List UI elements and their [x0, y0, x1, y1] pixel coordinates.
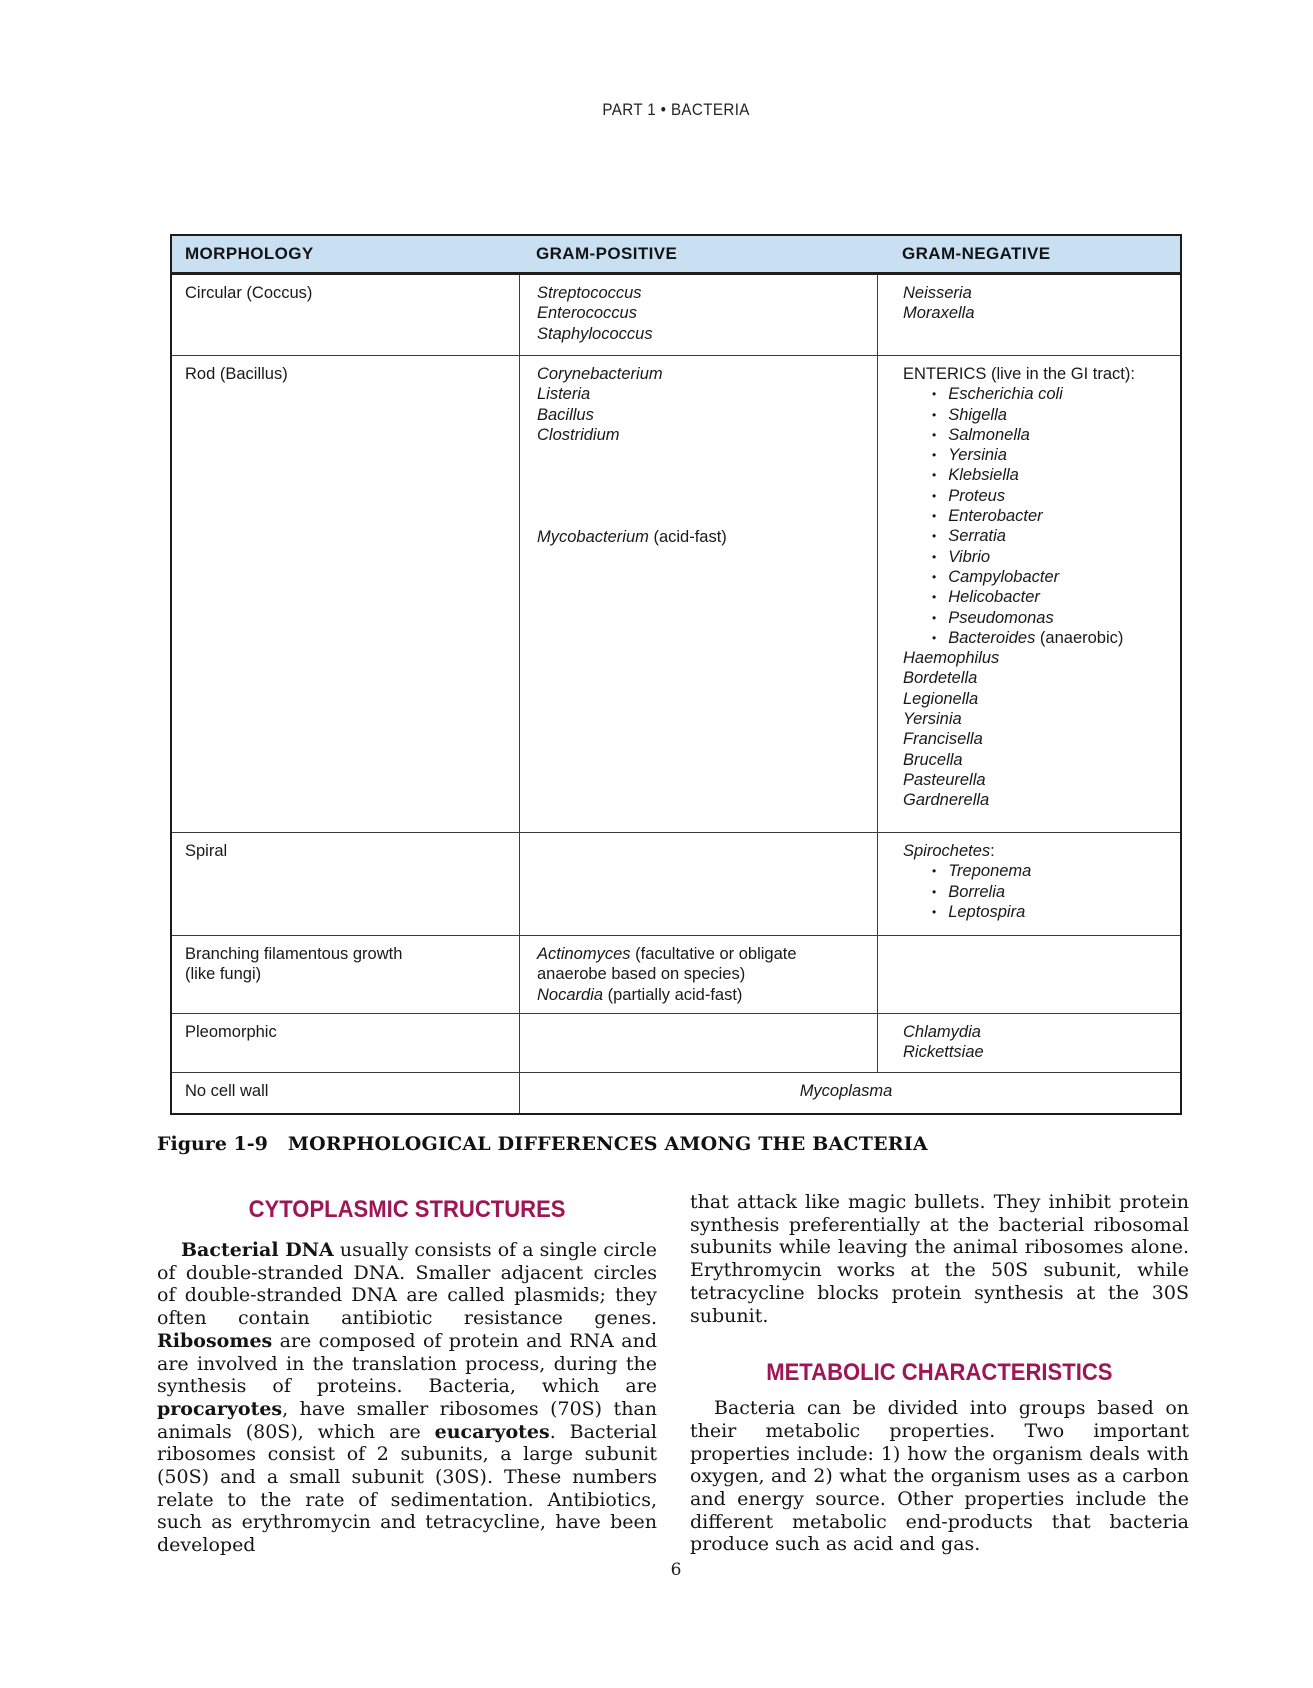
table-cell-line — [903, 729, 1172, 749]
table-cell-line — [903, 425, 1172, 445]
table-header-row — [172, 236, 1180, 275]
table-row — [172, 832, 1180, 935]
table-cell-line — [185, 841, 511, 861]
line-text — [537, 284, 642, 302]
table-cell-line — [903, 608, 1172, 628]
line-text — [948, 445, 1007, 465]
line-text — [537, 325, 653, 343]
line-text — [948, 608, 1054, 628]
genus-name: Spirochetes — [903, 842, 991, 860]
genus-name: Serratia — [948, 527, 1006, 546]
left-column-paragraphs — [157, 1239, 657, 1557]
text-segment: No cell wall — [185, 1082, 269, 1100]
line-text — [185, 365, 288, 383]
line-text — [903, 710, 962, 728]
line-text — [948, 902, 1025, 922]
figure-caption — [157, 1133, 1187, 1155]
line-text — [537, 304, 637, 322]
table-cell-line — [903, 465, 1172, 485]
text-segment: (acid-fast) — [648, 528, 727, 547]
table-cell-line — [903, 902, 1172, 922]
table-cell — [877, 356, 1180, 832]
bullet-icon: • — [932, 610, 937, 625]
text-segment: . Bacterial ribosomes consist of 2 subunits, a large subunit (50S) and a small subunit (30S). These numbers relate to the rate of sedimentation. Antibiotics, such as erythromycin and tetracycline, have been developed — [157, 1420, 658, 1557]
table-cell — [519, 936, 877, 1013]
bullet-icon: • — [932, 529, 937, 544]
running-header-text: PART 1 • BACTERIA — [602, 101, 750, 119]
table-cell-line — [903, 1042, 1172, 1062]
genus-name: Neisseria — [903, 284, 972, 302]
line-text — [185, 1023, 277, 1041]
table-cell — [172, 1014, 519, 1072]
table-cell-line — [537, 985, 869, 1005]
genus-name: Gardnerella — [903, 791, 990, 810]
genus-name: Treponema — [948, 862, 1032, 881]
line-text — [537, 945, 797, 963]
genus-name: Brucella — [903, 750, 963, 769]
line-text — [903, 791, 989, 809]
line-text — [185, 284, 312, 302]
bullet-icon: • — [932, 630, 937, 645]
line-text — [948, 425, 1030, 445]
table-cell-line — [185, 283, 511, 303]
text-segment: Branching filamentous growth — [185, 945, 403, 963]
table-cell-line — [903, 526, 1172, 546]
bullet-icon: • — [932, 549, 937, 564]
text-segment: (partially acid-fast) — [603, 985, 743, 1004]
column-header-gram-negative: GRAM-NEGATIVE — [902, 244, 1051, 263]
genus-name: Proteus — [948, 486, 1006, 505]
genus-name: Leptospira — [948, 902, 1026, 921]
genus-name: Rickettsiae — [903, 1043, 984, 1062]
genus-name: Yersinia — [903, 710, 962, 729]
genus-name: Helicobacter — [948, 588, 1040, 607]
line-text — [537, 385, 590, 403]
table-cell-line — [903, 790, 1172, 810]
line-text — [948, 506, 1042, 526]
body-paragraph — [690, 1397, 1189, 1556]
figure-title: MORPHOLOGICAL DIFFERENCES AMONG THE BACTERIA — [287, 1133, 928, 1155]
bullet-icon: • — [932, 468, 937, 483]
genus-name: Enterococcus — [537, 304, 637, 323]
table-row — [172, 355, 1180, 832]
table-cell-line — [903, 668, 1172, 688]
genus-name: Salmonella — [948, 425, 1030, 444]
bullet-icon: • — [932, 884, 937, 899]
line-text — [903, 284, 972, 302]
genus-name: Nocardia — [537, 985, 604, 1004]
line-text — [948, 628, 1123, 648]
section-heading-metabolic-characteristics: METABOLIC CHARACTERISTICS — [766, 1359, 1113, 1387]
left-text-column — [157, 1196, 657, 1557]
genus-name: Campylobacter — [948, 567, 1060, 586]
genus-name: Bacillus — [537, 405, 594, 424]
right-column-paragraphs-top — [690, 1191, 1189, 1327]
table-cell-line — [903, 364, 1172, 384]
line-text — [903, 690, 978, 708]
genus-name: Staphylococcus — [537, 324, 653, 343]
table-cell-line — [903, 861, 1172, 881]
table-cell — [877, 1014, 1180, 1072]
table-cell-line — [537, 944, 869, 964]
text-segment: Bacteria can be divided into groups based on their metabolic properties. Two important properties include: 1) how the organism deals with oxygen, and 2) what the organism uses as a carbon and energy source. Other properties include the different metabolic end-products that bacteria produce such as acid and gas. — [690, 1397, 1189, 1556]
table-cell — [519, 833, 877, 935]
table-cell — [172, 833, 519, 935]
line-text — [948, 882, 1005, 902]
bullet-icon: • — [932, 904, 937, 919]
genus-name: Clostridium — [537, 425, 620, 444]
line-text — [903, 649, 999, 667]
table-cell-line — [185, 964, 511, 984]
table-cell-line — [537, 324, 869, 344]
line-text — [948, 384, 1063, 404]
genus-name: Bordetella — [903, 669, 978, 688]
page-number: 6 — [670, 1560, 682, 1580]
genus-name: Haemophilus — [903, 649, 1000, 668]
section-heading-cytoplasmic-structures: CYTOPLASMIC STRUCTURES — [248, 1196, 566, 1223]
table-cell — [877, 936, 1180, 1013]
genus-name: Mycobacterium — [537, 528, 649, 547]
table-cell — [519, 1014, 877, 1072]
text-segment: (anaerobic) — [1035, 628, 1124, 647]
bullet-icon: • — [932, 864, 937, 879]
line-text — [903, 842, 995, 860]
genus-name: Moraxella — [903, 304, 975, 323]
table-cell-line — [903, 445, 1172, 465]
line-text — [185, 965, 261, 983]
text-segment: Spiral — [185, 842, 228, 860]
text-segment: that attack like magic bullets. They inhibit protein synthesis preferentially at the bacterial ribosomal subunits while leaving the animal ribosomes alone. Erythromycin works at the 50S subunit, while tetracycline blocks protein synthesis at the 30S subunit. — [690, 1191, 1189, 1327]
table-cell-line — [537, 364, 869, 384]
line-text — [537, 965, 745, 983]
column-header-morphology: MORPHOLOGY — [185, 244, 314, 263]
genus-name: Pasteurella — [903, 770, 986, 789]
bullet-icon: • — [932, 427, 937, 442]
bullet-icon: • — [932, 387, 937, 402]
genus-name: Yersinia — [948, 446, 1007, 465]
text-segment: eucaryotes — [434, 1420, 550, 1443]
line-text — [903, 365, 1135, 383]
table-cell-line — [903, 384, 1172, 404]
bullet-icon: • — [932, 488, 937, 503]
table-cell — [172, 356, 519, 832]
table-cell-line — [903, 750, 1172, 770]
line-text — [185, 1082, 268, 1100]
line-text — [948, 405, 1007, 425]
line-text — [537, 365, 663, 383]
genus-name: Streptococcus — [537, 284, 642, 302]
table-cell-line — [903, 709, 1172, 729]
right-text-column — [690, 1191, 1189, 1556]
genus-name: Borrelia — [948, 882, 1006, 901]
table-cell-line — [903, 486, 1172, 506]
text-segment: Rod (Bacillus) — [185, 365, 288, 383]
genus-name: Listeria — [537, 385, 591, 404]
genus-name: Escherichia coli — [948, 385, 1063, 404]
genus-name: Corynebacterium — [537, 365, 663, 383]
line-text — [903, 771, 986, 789]
table-cell-line — [537, 527, 869, 547]
line-text — [537, 986, 742, 1004]
line-text — [537, 426, 620, 444]
table-cell-line — [537, 405, 869, 425]
line-text — [903, 1023, 981, 1041]
genus-name: Klebsiella — [948, 466, 1019, 485]
genus-name: Shigella — [948, 405, 1007, 424]
table-cell-line — [520, 1081, 1172, 1101]
table-cell-line — [185, 364, 511, 384]
table-cell-line — [537, 303, 869, 323]
table-cell-line — [903, 628, 1172, 648]
table-cell-line — [537, 283, 869, 303]
text-segment: procaryotes — [157, 1397, 283, 1420]
line-text — [903, 669, 977, 687]
bullet-icon: • — [932, 509, 937, 524]
table-cell — [172, 275, 519, 355]
body-paragraph — [690, 1191, 1189, 1327]
bullet-icon: • — [932, 569, 937, 584]
text-segment: (facultative or obligate — [630, 945, 797, 963]
line-text — [948, 526, 1006, 546]
genus-name: Enterobacter — [948, 507, 1043, 526]
table-cell — [172, 1073, 519, 1113]
line-text — [537, 528, 727, 546]
table-cell-line — [537, 964, 869, 984]
table-cell-line — [903, 648, 1172, 668]
table-cell-line — [903, 882, 1172, 902]
genus-name: Pseudomonas — [948, 608, 1054, 627]
right-column-paragraphs-bottom — [690, 1397, 1189, 1556]
table-cell-line — [903, 405, 1172, 425]
line-text — [903, 1043, 984, 1061]
text-segment: : — [990, 842, 995, 860]
table-cell — [519, 275, 877, 355]
line-text — [903, 730, 983, 748]
table-cell — [172, 936, 519, 1013]
line-text — [185, 842, 227, 860]
table-cell-line — [903, 841, 1172, 861]
text-segment: Circular (Coccus) — [185, 284, 313, 302]
text-segment: anaerobe based on species) — [537, 965, 746, 984]
line-text — [800, 1082, 893, 1100]
column-header-gram-positive: GRAM-POSITIVE — [536, 244, 678, 263]
text-segment: (like fungi) — [185, 965, 262, 984]
genus-name: Vibrio — [948, 547, 991, 566]
text-segment: usually consists of a single circle of double-stranded DNA. Smaller adjacent circles of double-stranded DNA are called plasmids; they often contain antibiotic resistance genes. — [157, 1239, 657, 1330]
text-segment: Bacterial DNA — [181, 1239, 334, 1261]
table-cell — [519, 356, 877, 832]
line-text — [948, 547, 990, 567]
table-row — [172, 935, 1180, 1013]
table-cell-line — [903, 547, 1172, 567]
morphology-table — [170, 234, 1182, 1115]
table-cell-line — [903, 303, 1172, 323]
line-text — [948, 567, 1059, 587]
line-text — [948, 861, 1031, 881]
table-cell-line — [903, 689, 1172, 709]
genus-name: Actinomyces — [537, 945, 631, 963]
table-cell — [877, 275, 1180, 355]
table-cell-line — [903, 770, 1172, 790]
table-row — [172, 275, 1180, 355]
text-segment: are composed of protein and RNA and are involved in the translation process, during the synthesis of proteins. Bacteria, which are — [157, 1329, 657, 1398]
line-text — [903, 304, 975, 322]
genus-name: Legionella — [903, 689, 979, 708]
figure-label: Figure 1-9 — [157, 1133, 268, 1155]
table-cell-line — [185, 1081, 511, 1101]
table-cell-line — [185, 944, 511, 964]
text-segment: , have smaller ribosomes (70S) than animals (80S), which are — [157, 1397, 657, 1443]
table-cell-line — [537, 425, 869, 445]
line-text — [537, 406, 594, 424]
line-text — [948, 465, 1019, 485]
table-cell-line — [537, 384, 869, 404]
text-segment: ENTERICS (live in the GI tract): — [903, 365, 1135, 383]
table-cell-line — [903, 1022, 1172, 1042]
line-text — [948, 587, 1040, 607]
table-row — [172, 1013, 1180, 1072]
table-cell-line — [903, 506, 1172, 526]
bullet-icon: • — [932, 448, 937, 463]
line-text — [948, 486, 1005, 506]
table-cell-line — [903, 567, 1172, 587]
bullet-icon: • — [932, 407, 937, 422]
genus-name: Chlamydia — [903, 1023, 981, 1041]
genus-name: Francisella — [903, 730, 983, 749]
table-cell — [877, 833, 1180, 935]
line-text — [185, 945, 402, 963]
genus-name: Bacteroides — [948, 628, 1036, 647]
text-segment: Pleomorphic — [185, 1023, 277, 1041]
table-row — [172, 1072, 1180, 1113]
table-cell-line — [903, 587, 1172, 607]
table-cell — [519, 1073, 1180, 1113]
table-cell-line — [903, 283, 1172, 303]
line-text — [903, 751, 963, 769]
genus-name: Mycoplasma — [799, 1082, 893, 1100]
running-header — [170, 101, 1182, 120]
body-paragraph — [157, 1239, 657, 1557]
text-segment: Ribosomes — [157, 1329, 273, 1352]
bullet-icon: • — [932, 590, 937, 605]
table-cell-line — [185, 1022, 511, 1042]
